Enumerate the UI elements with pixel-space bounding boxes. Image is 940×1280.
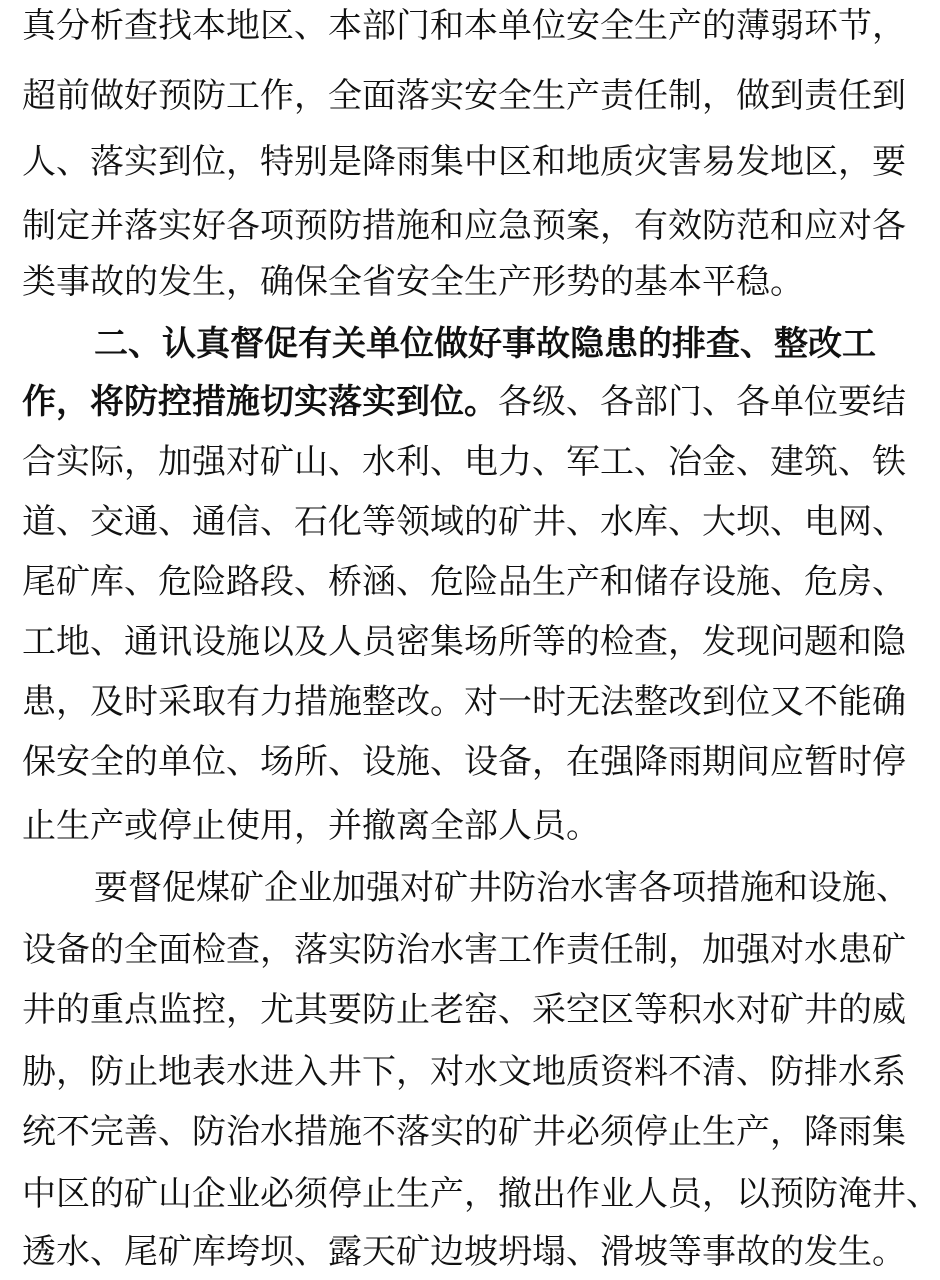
text-line: 患，及时采取有力措施整改。对一时无法整改到位又不能确	[22, 682, 906, 722]
text-line: 要督促煤矿企业加强对矿井防治水害各项措施和设施、	[94, 868, 910, 908]
text-line: 胁，防止地表水进入井下，对水文地质资料不清、防排水系	[22, 1052, 906, 1092]
text-line: 人、落实到位，特别是降雨集中区和地质灾害易发地区，要	[22, 142, 906, 182]
text-line: 制定并落实好各项预防措施和应急预案，有效防范和应对各	[22, 206, 906, 246]
text-line: 道、交通、通信、石化等领域的矿井、水库、大坝、电网、	[22, 502, 906, 542]
text-line: 统不完善、防治水措施不落实的矿井必须停止生产，降雨集	[22, 1112, 906, 1152]
text-line: 尾矿库、危险路段、桥涵、危险品生产和储存设施、危房、	[22, 562, 906, 602]
text-line: 中区的矿山企业必须停止生产，撤出作业人员，以预防淹井、	[22, 1174, 940, 1214]
text-line: 类事故的发生，确保全省安全生产形势的基本平稳。	[22, 262, 804, 302]
section-heading: 二、认真督促有关单位做好事故隐患的排查、整改工	[94, 324, 876, 364]
text-line: 合实际，加强对矿山、水利、电力、军工、冶金、建筑、铁	[22, 442, 906, 482]
text-line: 超前做好预防工作，全面落实安全生产责任制，做到责任到	[22, 76, 906, 116]
text-line: 真分析查找本地区、本部门和本单位安全生产的薄弱环节，	[22, 6, 906, 46]
text-line-rest: 各级、各部门、各单位要结	[498, 382, 906, 422]
text-line: 透水、尾矿库垮坝、露天矿边坡坍塌、滑坡等事故的发生。	[22, 1232, 906, 1272]
text-line-heading-continuation	[22, 382, 906, 422]
text-line: 保安全的单位、场所、设施、设备，在强降雨期间应暂时停	[22, 742, 906, 782]
text-line: 工地、通讯设施以及人员密集场所等的检查，发现问题和隐	[22, 622, 906, 662]
text-line: 止生产或停止使用，并撤离全部人员。	[22, 806, 600, 846]
text-line: 井的重点监控，尤其要防止老窑、采空区等积水对矿井的威	[22, 990, 906, 1030]
text-line: 设备的全面检查，落实防治水害工作责任制，加强对水患矿	[22, 930, 906, 970]
section-heading-continuation: 作，将防控措施切实落实到位。	[22, 382, 498, 422]
